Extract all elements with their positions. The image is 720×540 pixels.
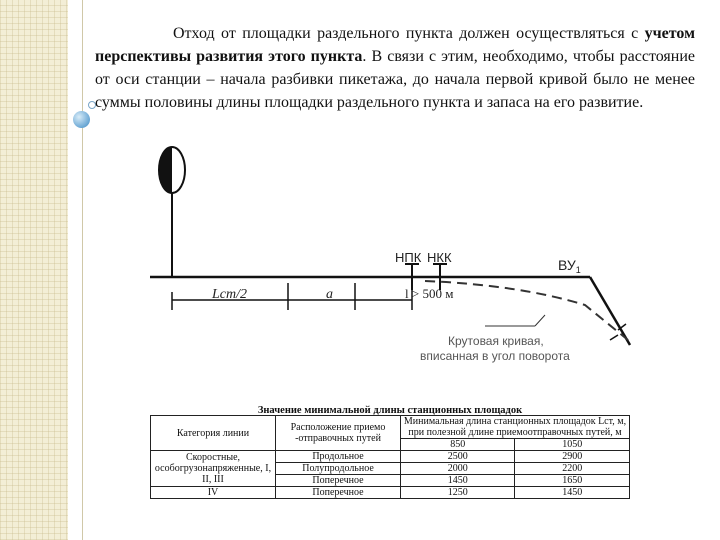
vu-label: $ВУ_1$: [558, 257, 581, 275]
npk-label: НПК: [395, 250, 422, 265]
a-label: а: [326, 287, 333, 302]
body-paragraph: [95, 22, 695, 114]
row-category: Скоростные, особогрузонапряженные, I, II, III: [151, 451, 276, 487]
header-col-850: 850: [401, 439, 515, 451]
row-position: Продольное: [276, 451, 401, 463]
row-value-850: 1450: [401, 475, 515, 487]
header-col-1050: 1050: [515, 439, 630, 451]
table-row: [151, 451, 630, 463]
paragraph-text-1: Отход от площадки раздельного пункта должен осуществляться с: [173, 25, 645, 42]
diverging-track-line: [590, 277, 630, 345]
station-signal-icon: [159, 147, 185, 277]
station-length-table: [150, 415, 630, 499]
row-category: IV: [151, 487, 276, 499]
paragraph-text-2: . В связи с этим, необходимо, чтобы расстояние от оси станции – начала разбивки пикетажа, до начала первой кривой было не менее суммы половины длины площадки раздельного пункта и запаса на его развитие.: [95, 48, 696, 111]
row-value-1050: 1650: [515, 475, 630, 487]
header-position: Расположение приемо -отправочных путей: [276, 416, 401, 451]
row-value-850: 1250: [401, 487, 515, 499]
l-label: l > 500 м: [405, 286, 454, 301]
paragraph-bold-text: учетом перспективы развития этого пункта: [95, 25, 695, 65]
nkk-label: НКК: [427, 250, 452, 265]
decorative-sidebar: [0, 0, 68, 540]
sidebar-divider: [82, 0, 83, 540]
table-title: Значение минимальной длины станционных площадок: [257, 405, 523, 416]
row-value-850: 2000: [401, 463, 515, 475]
bullet-sphere-icon: [73, 111, 90, 128]
header-category: Категория линии: [151, 416, 276, 451]
row-value-1050: 2900: [515, 451, 630, 463]
track-diagram: [140, 140, 650, 410]
row-position: Поперечное: [276, 475, 401, 487]
table-row: [151, 487, 630, 499]
row-position: Полупродольное: [276, 463, 401, 475]
row-value-1050: 1450: [515, 487, 630, 499]
row-position: Поперечное: [276, 487, 401, 499]
curve-label-2: вписанная в угол поворота: [420, 349, 570, 363]
row-value-1050: 2200: [515, 463, 630, 475]
half-length-label: Lст/2: [212, 287, 247, 302]
curve-label-1: Крутовая кривая,: [448, 334, 544, 348]
row-value-850: 2500: [401, 451, 515, 463]
header-min-length: Минимальная длина станционных площадок Lст, м, при полезной длине приемоотправочных путей, м: [401, 416, 630, 439]
